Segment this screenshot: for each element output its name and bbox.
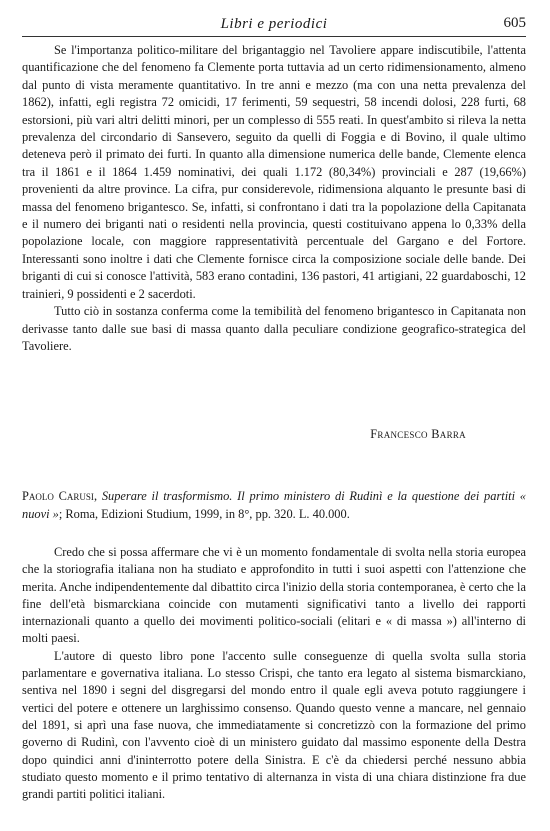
review-2-paragraph-2: L'autore di questo libro pone l'accento sulle conseguenze di quella svolta sulla storia parlamentare e governativa italiana. Lo stesso Crispi, che tanto era legato al sistema bismarckiano, sentiva nel 1890 i segni del disgregarsi del mondo entro il quale egli aveva potuto raggiungere i vertici del potere e ottenere un larghissimo consenso. Quando questo venne a mancare, nel gennaio del 1891, si aprì una fase nuova, che immediatamente si concretizzò con la formazione del primo governo di Rudinì, con l'avvento cioè di un ministero guidato dal massimo esponente della Destra dopo quindici anni d'ininterrotto potere della Sinistra. E c'è da chiedersi perché nessuno abbia studiato questo momento e il primo tentativo di alternanza in vista di una chiara distinzione fra due grandi partiti politici italiani. — [22, 648, 526, 802]
review-1-paragraph-1: Se l'importanza politico-militare del brigantaggio nel Tavoliere appare indiscutibile, l'attenta quantificazione che del fenomeno fa Clemente porta tuttavia ad un certo ridimensionamento, almeno dal punto di vista meramente quantitativo. In tre anni e mezzo (ma con una netta prevalenza del 1862), infatti, egli registra 72 omicidi, 17 ferimenti, 59 sequestri, 58 incendi dolosi, 228 furti, 68 estorsioni, più vari altri delitti minori, per un complesso di 555 reati. In quest'ambito si rileva la netta prevalenza del circondario di Sansevero, seguito da quelli di Foggia e di Bovino, il quale ultimo deteneva però il primato dei furti. In quanto alla dimensione numerica delle bande, Clemente elenca tra il 1861 e il 1864 1.459 nominativi, dei quali 1.172 (80,34%) provinciali e 287 (19,66%) provenienti da altre province. La cifra, pur considerevole, ridimensiona alquanto le presunte basi di massa del fenomeno brigantesco. Se, infatti, si confrontano i dati tra la popolazione della Capitanata e il numero dei briganti nati o residenti nella provincia, questi costituivano appena lo 0,33% della popolazione locale, con maggiore rappresentatività percentuale del Gargano e del Fortore. Interessanti sono inoltre i dati che Clemente fornisce circa la composizione sociale delle bande. Dei briganti di cui si conosce l'attività, 583 erano contadini, 136 pastori, 41 artigiani, 22 guardaboschi, 12 trainieri, 9 possidenti e 2 sacerdoti. — [22, 43, 526, 301]
citation-author: Paolo Carusi — [22, 489, 94, 503]
page-number: 605 — [503, 15, 526, 31]
reviewer-signature: Francesco Barra — [370, 427, 466, 441]
running-title: Libri e periodici — [220, 16, 328, 32]
review-1-paragraph-2: Tutto ciò in sostanza conferma come la temibilità del fenomeno brigantesco in Capitanata non derivasse tanto dalle sue basi di massa quanto dalla peculiare condizione geografico-strategica del Tavoliere. — [22, 304, 526, 353]
review-2-body — [22, 544, 526, 803]
review-1-body — [22, 42, 526, 355]
book-citation: Paolo Carusi, Superare il trasformismo. Il primo ministero di Rudinì e la questione dei partiti « nuovi »; Roma, Edizioni Studium, 1999, in 8°, pp. 320. L. 40.000. — [22, 489, 526, 521]
citation-publication: ; Roma, Edizioni Studium, 1999, in 8°, pp. 320. L. 40.000. — [58, 507, 350, 521]
running-head — [22, 14, 526, 37]
citation-title: Superare il trasformismo. Il primo ministero di Rudinì e la questione dei partiti « nuovi » — [22, 489, 526, 521]
review-2-paragraph-1: Credo che si possa affermare che vi è un momento fondamentale di svolta nella storia europea che la storiografia italiana non ha studiato e approfondito in tutti i suoi aspetti con l'attenzione che merita. Anche indipendentemente dal dibattito circa l'inizio della storia contemporanea, è certo che la fine dell'età bismarckiana coincide con mutamenti significativi tanto a livello dei rapporti internazionali quanto a quello dei movimenti politico-sociali (elitari e « di massa ») all'interno di molti paesi. — [22, 545, 526, 646]
